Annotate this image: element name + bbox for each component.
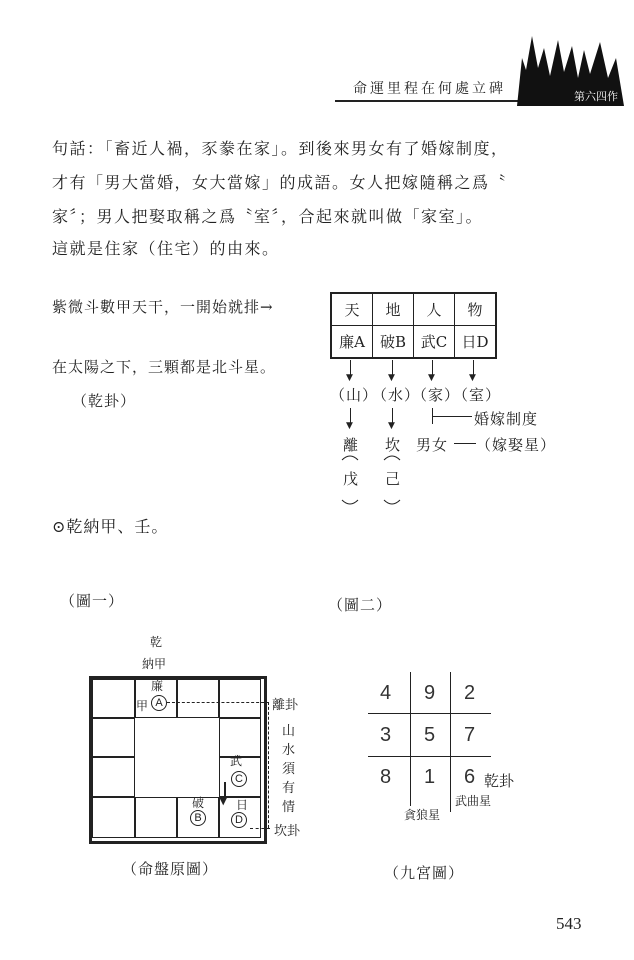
star-wu-label: 武 — [230, 754, 243, 768]
qian-gua-label: 乾卦 — [484, 772, 515, 790]
side-note-1: 紫微斗數甲天干，一開始就排→ — [52, 298, 274, 316]
nine-palace-number: 3 — [380, 724, 392, 746]
table-cell: 日D — [455, 326, 497, 359]
chain-label: 離 — [343, 436, 360, 454]
connector-line — [432, 416, 472, 417]
chain-label: （水） — [372, 386, 421, 404]
palace-cell — [135, 797, 177, 838]
stem-jia-label: 甲 — [136, 699, 149, 713]
arrow-head-icon: ▼ — [428, 373, 435, 383]
nine-palace-number: 2 — [464, 682, 476, 704]
star-lian-label: 廉 — [151, 679, 164, 693]
table-cell: 天 — [331, 293, 373, 326]
figure-1-caption: （命盤原圖） — [122, 860, 219, 878]
tanlang-star-label: 貪狼星 — [404, 808, 441, 822]
nine-palace-number: 8 — [380, 766, 392, 788]
nine-palace-number: 1 — [424, 766, 436, 788]
page-number: 543 — [556, 914, 582, 933]
arrow-head-icon: ▼ — [388, 373, 395, 383]
grid-line — [410, 672, 411, 806]
text-line: 句話：「畜近人禍，豕豢在家」。到後來男女有了婚嫁制度， — [52, 139, 509, 158]
table-cell: 地 — [373, 293, 414, 326]
connector-line — [454, 443, 476, 444]
wuqu-star-label: 武曲星 — [455, 794, 492, 808]
text-line: 才有「男大當婚，女大當嫁」的成語。女人把嫁隨稱之爲〝 — [52, 173, 508, 192]
table-cell: 武C — [414, 326, 455, 359]
chain-label: 己 — [385, 470, 402, 488]
circled-c-icon: C — [231, 771, 247, 787]
nine-palace-number: 9 — [424, 682, 436, 704]
nine-palace-number: 5 — [424, 724, 436, 746]
grid-line — [450, 672, 451, 812]
section-heading: ⊙乾納甲、壬。 — [52, 517, 169, 536]
nine-palace-number: 4 — [380, 682, 392, 704]
star-po-label: 破 — [192, 796, 205, 810]
li-gua-label: 離卦 — [272, 698, 299, 713]
circled-a-icon: A — [151, 695, 167, 711]
dashed-line — [268, 702, 269, 828]
chain-label: （家） — [412, 386, 461, 404]
fig1-najia-label: 納甲 — [142, 657, 167, 671]
arrow-down-icon: ▼ — [219, 794, 228, 807]
dashed-line — [250, 828, 270, 829]
star-ri-label: 日 — [236, 798, 249, 812]
palace-cell — [92, 797, 135, 838]
nine-palace-number: 6 — [464, 766, 476, 788]
text-line: 家〞；男人把娶取稱之爲〝室〞，合起來就叫做「家室」。 — [52, 207, 484, 226]
dashed-line — [167, 702, 269, 703]
nine-palace-number: 7 — [464, 724, 476, 746]
grid-line — [368, 756, 491, 757]
arrow-head-icon: ▼ — [469, 373, 476, 383]
grid-line — [368, 713, 491, 714]
chain-label: （山） — [330, 386, 379, 404]
circled-b-icon: B — [190, 810, 206, 826]
palace-cell — [92, 679, 135, 718]
series-logo — [512, 28, 627, 108]
circled-d-icon: D — [231, 812, 247, 828]
arrow-head-icon: ▼ — [388, 421, 395, 431]
table-cell: 破B — [373, 326, 414, 359]
text-line: 這就是住家（住宅）的由來。 — [52, 239, 280, 258]
kan-gua-label: 坎卦 — [274, 824, 301, 839]
chain-label: （嫁娶星） — [476, 436, 557, 454]
arrow-head-icon: ▼ — [346, 373, 353, 383]
chain-label: 婚嫁制度 — [474, 410, 539, 428]
chain-label: （室） — [453, 386, 502, 404]
palace-cell — [177, 679, 219, 718]
chain-label: 男女 — [416, 436, 449, 454]
chain-label: 戊 — [343, 470, 360, 488]
chain-label: 坎 — [385, 436, 402, 454]
svg-text:第六四作: 第六四作 — [574, 90, 618, 103]
palace-cell — [219, 679, 261, 718]
figure-2-caption: （九宮圖） — [384, 864, 465, 882]
table-cell: 物 — [455, 293, 497, 326]
side-note-3: （乾卦） — [72, 392, 137, 410]
table-cell: 人 — [414, 293, 455, 326]
table-cell: 廉A — [331, 326, 373, 359]
figure-2-label: （圖二） — [328, 596, 393, 614]
palace-cell — [92, 757, 135, 797]
stars-table — [330, 292, 497, 359]
side-note-2: 在太陽之下，三顆都是北斗星。 — [52, 358, 277, 376]
palace-cell — [92, 718, 135, 757]
fig1-qian-label: 乾 — [150, 635, 163, 649]
figure-1-label: （圖一） — [60, 592, 125, 610]
shanshui-vertical-label: 山水須有情 — [282, 724, 296, 815]
running-header: 命運里程在何處立碑 — [353, 81, 506, 97]
arrow-head-icon: ▼ — [346, 421, 353, 431]
